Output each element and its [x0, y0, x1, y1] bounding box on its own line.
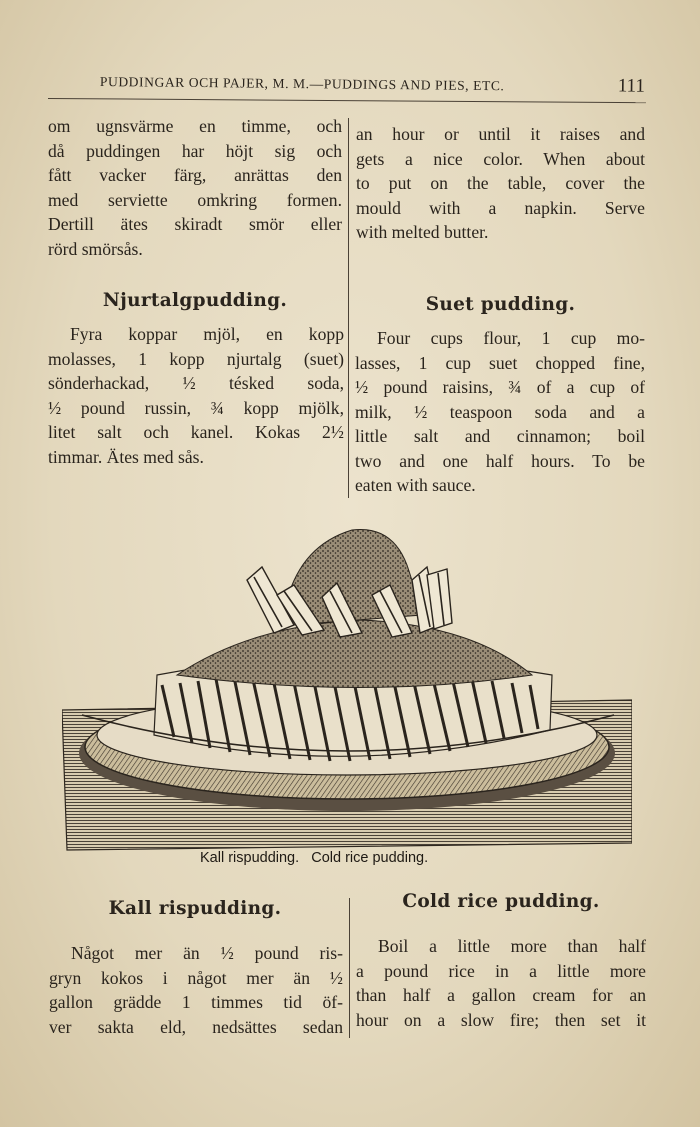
heading-cold-rice-pudding: Cold rice pudding. — [402, 891, 600, 912]
text-line: gallon grädde 1 timmes tid öf- — [49, 992, 343, 1012]
rice-left-text — [49, 941, 343, 1039]
text-line: molasses, 1 kopp njurtalg (suet) — [48, 348, 344, 369]
text-line: timmar. Ätes med sås. — [48, 446, 204, 467]
text-line: a pound rice in a little more — [356, 960, 646, 981]
text-line: rörd smörsås. — [48, 238, 143, 259]
text-line: fått vacker färg, anrättas den — [48, 165, 342, 185]
text-line: med serviette omkring formen. — [48, 189, 342, 210]
column-divider-top — [348, 118, 349, 498]
page-number: 111 — [617, 75, 646, 97]
header-rule — [48, 98, 646, 103]
text-line: gets a nice color. When about — [356, 148, 645, 169]
text-line: hour on a slow fire; then set it — [356, 1009, 646, 1030]
rice-right-text — [356, 934, 646, 1032]
text-line: Four cups flour, 1 cup mo- — [377, 328, 645, 348]
text-line: milk, ½ teaspoon soda and a — [355, 401, 645, 422]
text-line: two and one half hours. To be — [355, 450, 645, 471]
text-line: an hour or until it raises and — [356, 124, 645, 144]
column-divider-bottom — [349, 898, 350, 1038]
text-line: little salt and cinnamon; boil — [355, 426, 645, 446]
running-title: PUDDINGAR OCH PAJER, M. M.—PUDDINGS AND PIES, ETC. — [99, 74, 505, 94]
running-head — [100, 74, 645, 96]
text-line: eaten with sauce. — [355, 475, 476, 495]
text-line: litet salt och kanel. Kokas 2½ — [48, 422, 344, 442]
text-line: with melted butter. — [356, 222, 489, 242]
text-line: Dertill ätes skiradt smör eller — [48, 214, 342, 234]
text-line: ½ pound russin, ¾ kopp mjölk, — [48, 397, 344, 418]
text-line: Fyra koppar mjöl, en kopp — [70, 324, 344, 344]
text-line: då puddingen har höjt sig och — [48, 140, 342, 161]
text-line: gryn kokos i något mer än ½ — [49, 967, 343, 988]
text-line: than half a gallon cream for an — [356, 985, 646, 1005]
text-line: om ugnsvärme en timme, och — [48, 116, 342, 136]
heading-kall-rispudding: Kall rispudding. — [108, 898, 282, 919]
heading-suet-pudding: Suet pudding. — [425, 294, 576, 315]
text-line: mould with a napkin. Serve — [356, 197, 645, 218]
pudding-illustration — [62, 525, 632, 855]
suet-right-text — [355, 326, 645, 498]
text-line: to put on the table, cover the — [356, 173, 645, 193]
heading-njurtalgpudding: Njurtalgpudding. — [102, 290, 288, 311]
suet-left-text — [48, 322, 344, 469]
illustration-caption: Kall rispudding. Cold rice pudding. — [200, 850, 429, 866]
text-line: ½ pound raisins, ¾ of a cup of — [355, 377, 645, 397]
top-left-text — [48, 114, 342, 261]
text-line: lasses, 1 cup suet chopped fine, — [355, 352, 645, 373]
text-line: Något mer än ½ pound ris- — [71, 943, 343, 963]
text-line: sönderhackad, ½ tésked soda, — [48, 373, 344, 393]
top-right-text — [356, 122, 645, 245]
text-line: Boil a little more than half — [378, 936, 646, 956]
text-line: ver sakta eld, nedsättes sedan — [49, 1016, 343, 1037]
